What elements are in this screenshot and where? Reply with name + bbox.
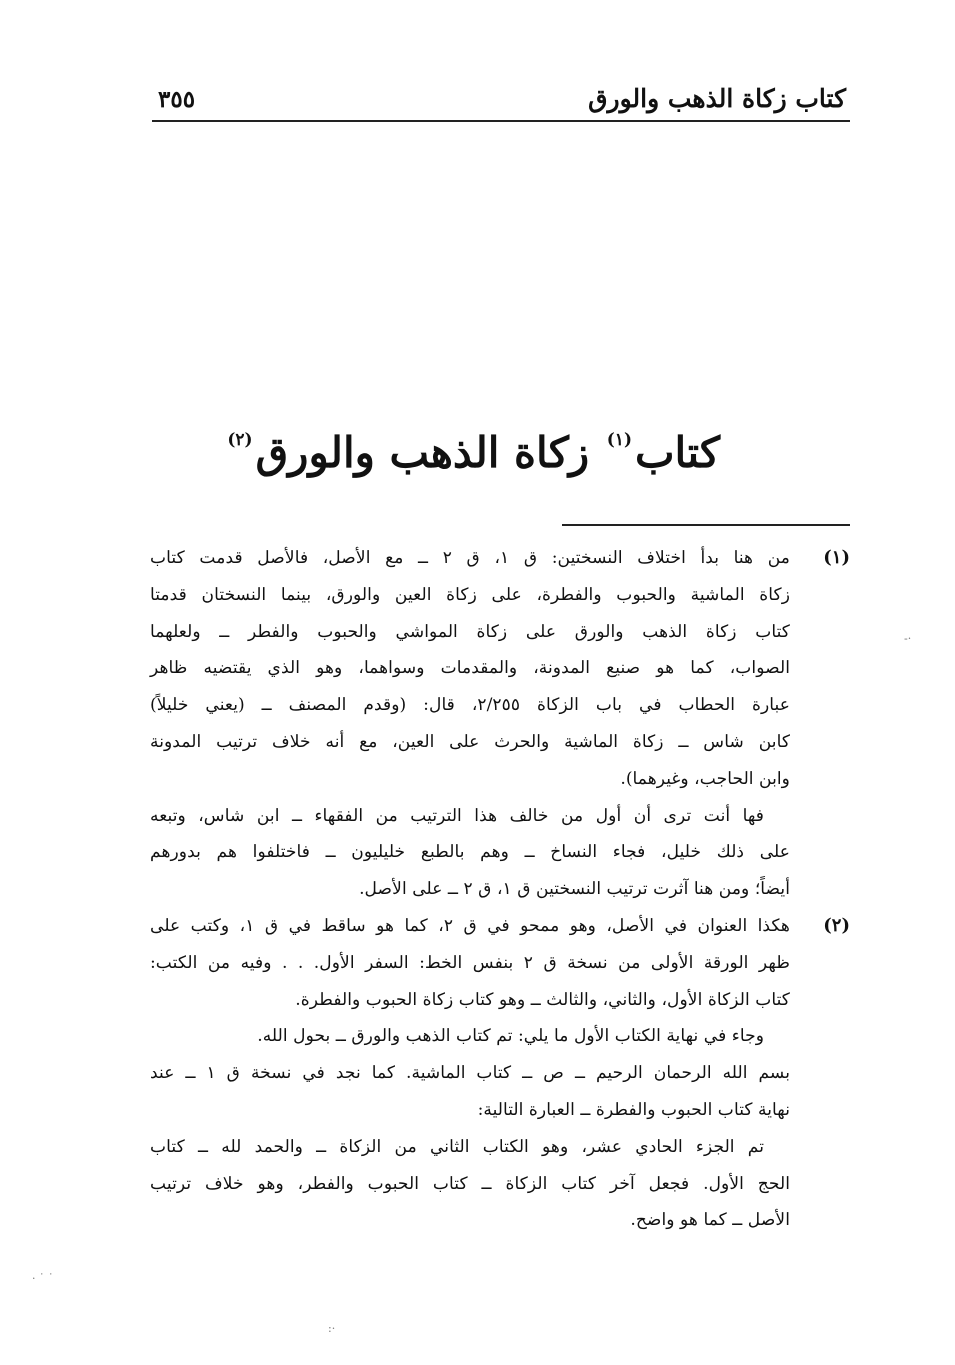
footnote-line: على ذلك خليل، فجاء النساخ ــ وهم بالطبع خليليون ــ فاختلفوا هم بدورهم	[150, 842, 790, 863]
footnote-2	[150, 908, 850, 1239]
footnote-line: عبارة الحطاب في باب الزكاة ٢/٢٥٥، قال: (وقدم المصنف ــ (يعني خليلاً)	[150, 695, 790, 716]
footnote-marker: (١)	[823, 547, 850, 568]
page-number: ٣٥٥	[158, 86, 196, 113]
footnotes-section	[150, 540, 850, 1239]
chapter-title	[200, 428, 720, 477]
footnote-line: الحج الأول. فجعل آخر كتاب الزكاة ــ كتاب الحبوب والفطر، وهو خلاف ترتيب	[150, 1173, 790, 1194]
footnote-line: نهاية كتاب الحبوب والفطرة ــ العبارة التالية:	[477, 1099, 790, 1120]
scan-speck: ·:	[328, 1322, 336, 1335]
footnote-1	[150, 540, 850, 908]
scan-speck: ˙ ˙ ·	[32, 1272, 54, 1285]
footnote-line: أيضاً؛ ومن هنا آثرت ترتيب النسختين ق ١، ق ٢ ــ على الأصل.	[359, 879, 790, 900]
scan-speck: ·-	[904, 632, 912, 645]
footnote-line: زكاة الماشية والحبوب والفطرة، على زكاة العين والورق، بينما النسختان قدمتا	[150, 584, 790, 605]
footnote-line: فها أنت ترى أن أول من خالف هذا الترتيب من الفقهاء ــ ابن شاس، وتبعه	[150, 805, 764, 826]
footnote-line: كتاب زكاة الذهب والورق على زكاة المواشي والحبوب والفطر ــ ولعلهما	[150, 621, 790, 642]
chapter-title-main: زكاة الذهب والورق	[255, 428, 590, 477]
running-title: كتاب زكاة الذهب والورق	[588, 84, 846, 113]
footnote-ref-2: (٢)	[227, 430, 253, 450]
footnote-line: الصواب، كما هو صنيع المدونة، والمقدمات وسواهما، وهو الذي يقتضيه ظاهر	[150, 658, 790, 679]
chapter-title-book-word: كتاب	[634, 428, 720, 477]
footnote-marker: (٢)	[823, 914, 850, 936]
footnote-line: وابن الحاجب، وغيرهما).	[620, 768, 790, 789]
footnote-line: ظهر الورقة الأولى من نسخة ق ٢ بنفس الخط: السفر الأول. . . وفيه من الكتب:	[150, 952, 790, 973]
footnote-line: وجاء في نهاية الكتاب الأول ما يلي: تم كتاب الذهب والورق ــ بحول الله.	[257, 1026, 764, 1047]
footnote-line: هكذا العنوان في الأصل، وهو ممحو في ق ٢، كما هو ساقط في ق ١، وكتب على	[150, 915, 790, 936]
footnote-line: من هنا بدأ اختلاف النسختين: ق ١، ق ٢ ــ مع الأصل، فالأصل قدمت كتاب	[150, 548, 791, 568]
footnote-line: تم الجزء الحادي عشر، وهو الكتاب الثاني من الزكاة ــ والحمد لله ــ كتاب	[150, 1136, 764, 1157]
footnote-separator	[562, 524, 850, 526]
footnote-line: الأصل ــ كما هو واضح.	[630, 1210, 790, 1231]
footnote-line: بسم الله الرحمان الرحيم ــ ص ــ كتاب الماشية. كما نجد في نسخة ق ١ ــ عند	[150, 1063, 791, 1084]
page-header	[152, 80, 850, 122]
footnote-line: كتاب الزكاة الأول، والثاني، والثالث ــ وهو كتاب زكاة الحبوب والفطرة.	[295, 989, 790, 1010]
footnote-ref-1: (١)	[606, 430, 632, 450]
footnote-line: كابن شاس ــ زكاة الماشية والحرث على العين، مع أنه خلاف ترتيب المدونة	[150, 731, 790, 752]
